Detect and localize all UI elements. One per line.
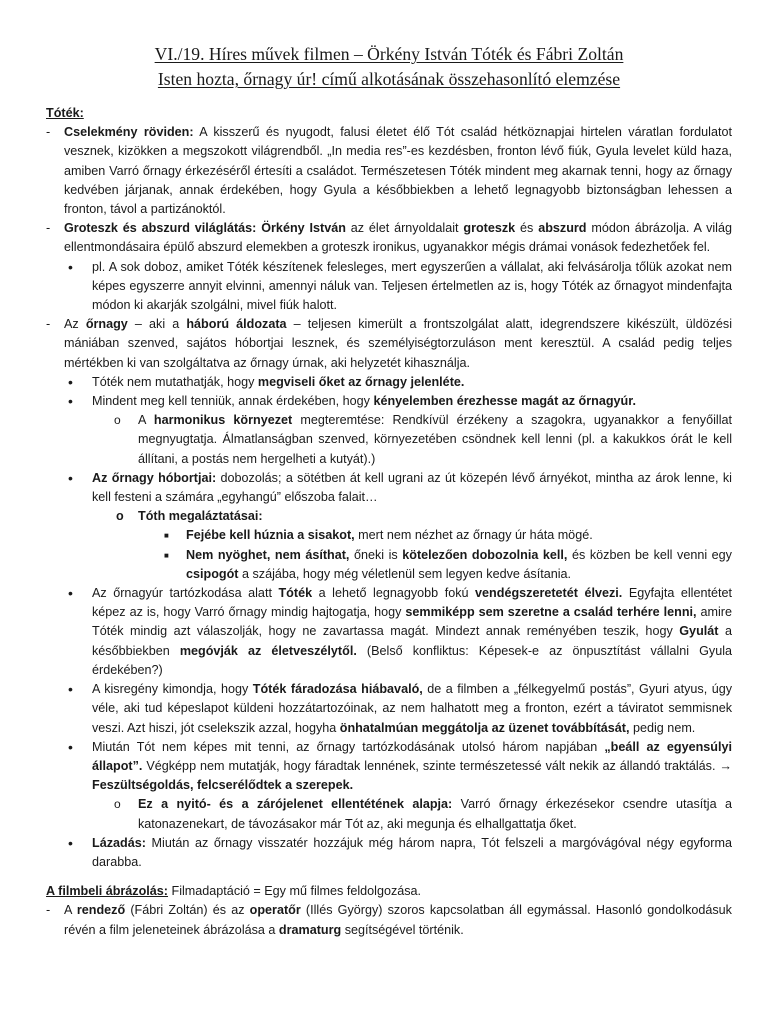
paragraph-groteszk	[46, 219, 732, 257]
text-span: amire Tóték mindig azt válaszolják, hogy ne zavartassa magát. Mindezt annak reményében teszik, hogy	[92, 605, 732, 639]
document-title	[46, 0, 732, 92]
text-span: Varró őrnagy érkezésekor csendre utasítja a katonazenekart, de távozásakor már Tót az, aki megunja és elhallgattatja őket.	[138, 797, 732, 831]
bold-span: Az őrnagy hóbortjai:	[92, 470, 217, 485]
text-span: – teljesen kimerült a frontszolgálat alatt, idegrendszere kikészült, üldözési mániában szenved, sajátos hóbortjai lesznek, és személyiségtorzuláson ment keresztül. A család pedig teljes mértékben ki van szolgáltatva az őrnagy úrnak, aki helyzetét kihasználja.	[64, 317, 733, 370]
bullet-kenyelem	[46, 392, 732, 411]
bold-span: Gyulát	[679, 624, 719, 639]
text-span: – aki a	[127, 317, 187, 332]
bold-span: „beáll az egyensúlyi állapot”.	[92, 739, 732, 773]
film-heading-rest: Filmadaptáció = Egy mű filmes feldolgozása.	[168, 884, 422, 899]
text-span: dobozolás; a sötétben át kell ugrani az út közepén lévő árnyékot, mintha az árok lenne, ki kell festeni a számára „egyhangú” előszoba falait…	[92, 470, 732, 505]
subbullet-megalaztatasai	[46, 507, 732, 526]
bullet-vendegszeretet	[46, 584, 732, 680]
bold-ornagy: őrnagy	[85, 317, 128, 332]
text-span: a lehető legnagyobb fokú	[312, 586, 476, 601]
bold-haboru-aldozata: háború áldozata	[186, 317, 287, 332]
bold-span: Ez a nyitó- és a zárójelenet ellentétének alapja:	[138, 797, 453, 812]
text-span: (Fábri Zoltán) és az	[125, 903, 250, 918]
square-bullet-nyoghet	[46, 546, 732, 584]
bold-span: kényelemben érezhesse magát az őrnagyúr.	[373, 394, 636, 409]
text-span: Tóték nem mutathatják, hogy	[92, 374, 258, 389]
section-heading-film	[46, 882, 732, 901]
bold-span: semmiképp sem szeretne a család terhére lenni,	[405, 605, 697, 620]
bold-dramaturg: dramaturg	[278, 922, 342, 937]
bold-span: Tóték	[278, 586, 313, 601]
bullet-hobortjai	[46, 469, 732, 507]
title-line-1: VI./19. Híres művek filmen – Örkény István Tóték és Fábri Zoltán	[154, 44, 624, 64]
bold-span: csipogót	[186, 566, 239, 581]
square-bullet-sisak	[46, 526, 732, 545]
text-span: a későbbiekben	[92, 624, 732, 658]
bullet-egyensuly	[46, 738, 732, 796]
spacer	[46, 872, 732, 882]
bold-span: harmonikus környezet	[153, 413, 293, 428]
text-span: (Illés György) szoros kapcsolatban áll egymással. Hasonló gondolkodásuk révén a film jeleneteinek ábrázolása a	[64, 903, 732, 937]
text-cselekmeny: A kisszerű és nyugodt, falusi életet élő Tót család hétköznapjai hirtelen váratlan fordulatot vesznek, kizökken a megszokott világrendből. „In media res”-es kezdésben, fronton lévő fiúk, Gyula levelet küld haza, amiben Varró őrnagy érkezéséről értesíti a családot. Természetesen Tóték mindent meg akarnak tenni, hogy az őrnagy kedvében járjanak, annak érdekében, hogy Gyula a későbbiekben a lehető legnagyobb biztonságban lehessen a fronton, távol a partizánoktól.	[64, 125, 732, 217]
subbullet-harmonikus	[46, 411, 732, 469]
bold-span: önhatalmúan meggátolja az üzenet továbbítását,	[339, 720, 630, 735]
text-span: Egyfajta ellentétet képez az is, hogy Varró őrnagy mindig hajtogatja, hogy	[92, 586, 732, 620]
film-heading-label: A filmbeli ábrázolás:	[46, 884, 169, 899]
bold-span: Lázadás:	[92, 835, 146, 850]
bold-span: Nem nyöghet, nem ásíthat,	[186, 547, 350, 562]
text-span: Végképp nem mutatják, hogy fáradtak lennének, szinte természetessé vált nekik az állandó traktálás.	[142, 758, 720, 773]
bold-span: → Feszültségoldás, felcserélődtek a szerepek.	[92, 758, 732, 793]
text-span: Miután Tót nem képes mit tenni, az őrnagy tartózkodásának utolsó három napjában	[92, 739, 605, 754]
bold-span: Tóték fáradozása hiábavaló,	[252, 682, 423, 697]
bullet-lazadas	[46, 834, 732, 872]
bold-abszurd: abszurd	[538, 221, 587, 236]
bold-operator: operatőr	[249, 903, 301, 918]
text-span: Mindent meg kell tenniük, annak érdekében, hogy	[92, 394, 374, 409]
bullet-dobozok: • pl. A sok doboz, amiket Tóték készítenek felesleges, mert egyszerűen a vállalat, aki felvásárolja tőlük azokat nem képes egyszerre annyit elvinni, amennyi náluk van. Teljesen értelmetlen az is, hogy Tóték az őrnagyot mindenfajta módon ki akarják szolgálni, mivel fiúk halott.	[46, 258, 732, 316]
bullet-megviseli	[46, 373, 732, 392]
bold-rendezo: rendező	[76, 903, 126, 918]
bold-span: kötelezően dobozolnia kell,	[402, 547, 568, 562]
text-span: Az őrnagyúr tartózkodása alatt	[92, 586, 279, 601]
paragraph-ornagy	[46, 315, 732, 373]
text-span: A kisregény kimondja, hogy	[92, 682, 253, 697]
text-span: módon ábrázolja. A világ ellentmondásaira épülő abszurd elemekben a groteszk ironikus, ugyanakkor mégis drámai vonások fedezhetőek fel.	[64, 221, 732, 255]
text-span: mert nem nézhet az őrnagy úr háta mögé.	[354, 528, 593, 543]
text-span: A	[138, 413, 154, 428]
text-span: megteremtése: Rendkívül érzékeny a szagokra, ugyanakkor a fenyőillat megnyugtatja. Álmatlanságban szenved, környezetében csöndnek kell lenni (pl. a kakukkos órát le kell állítani, a postás nem hergelheti a kutyát).)	[138, 413, 732, 466]
label-groteszk: Groteszk és abszurd világlátás:	[64, 221, 257, 236]
bold-groteszk: groteszk	[463, 221, 516, 236]
text-span: és	[515, 221, 539, 236]
bold-span: megviseli őket az őrnagy jelenléte.	[257, 374, 465, 389]
text-span: őneki is	[349, 547, 403, 562]
label-cselekmeny: Cselekmény röviden:	[64, 125, 194, 140]
bold-span: Tóth megaláztatásai:	[138, 509, 263, 524]
text-span: a szájába, hogy még véletlenül sem legyen kedve ásítania.	[238, 566, 572, 581]
bold-span: megóvják az életveszélytől.	[179, 643, 357, 658]
paragraph-cselekmeny	[46, 123, 732, 219]
bullet-kisregeny	[46, 680, 732, 738]
text-span: és közben be kell venni egy	[567, 547, 732, 562]
text-span: Az	[64, 317, 86, 332]
bold-span: vendégszeretetét élvezi.	[475, 586, 623, 601]
text-span: segítségével történik.	[341, 922, 464, 937]
title-line-2: Isten hozta, őrnagy úr! című alkotásának összehasonlító elemzése	[157, 69, 621, 89]
bold-orkeny: Örkény István	[256, 221, 346, 236]
paragraph-rendezo	[46, 901, 732, 939]
subbullet-nyito-zaro	[46, 795, 732, 833]
text-span: A	[64, 903, 77, 918]
bold-span: Fejébe kell húznia a sisakot,	[186, 528, 355, 543]
text-span: pedig nem.	[629, 720, 696, 735]
text-span: az élet árnyoldalait	[345, 221, 464, 236]
text-span: de a filmben a „félkegyelmű postás”, Gyuri atyus, úgy véle, aki tud képeslapot küldeni hozzátartozóinak, az nem halhatott meg a fronton, ezért a táviratot semmisnek veszi. Azt hiszi, jót cselekszik azzal, hogyha	[92, 682, 732, 735]
text-span: Miután az őrnagy visszatér hozzájuk még három napra, Tót felszeli a margóvágóval négy egyforma darabba.	[92, 835, 732, 869]
text-span: (Belső konfliktus: Képesek-e az önpusztítást vállalni Gyula érdekében?)	[92, 643, 732, 677]
section-heading-toteek: Tóték:	[46, 106, 84, 120]
